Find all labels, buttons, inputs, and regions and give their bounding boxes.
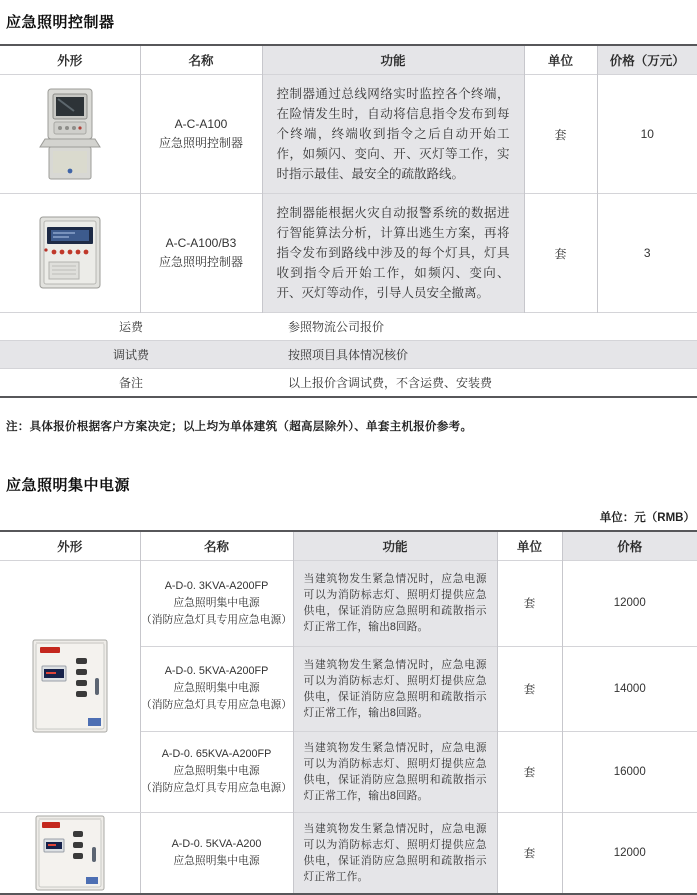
floor-controller-image [35, 87, 105, 181]
product-model: A-D-0. 5KVA-A200 [171, 837, 262, 850]
product-function-cell: 当建筑物发生紧急情况时，应急电源可以为消防标志灯、照明灯提供应急供电，保证消防应急照明和疏散指示灯正常工作，输出8回路。 [293, 731, 497, 812]
table-row [0, 75, 697, 194]
product-model: A-C-A100/B3 [165, 236, 237, 250]
product-price-cell: 16000 [562, 731, 697, 812]
table-header-row [0, 531, 697, 561]
product-image-cell [0, 194, 140, 313]
section2-title: 应急照明集中电源 [6, 476, 131, 494]
product-price-cell: 14000 [562, 646, 697, 731]
col-header-function: 功能 [293, 531, 497, 561]
product-function-cell: 当建筑物发生紧急情况时，应急电源可以为消防标志灯、照明灯提供应急供电，保证消防应急照明和疏散指示灯正常工作，输出8回路。 [293, 560, 497, 646]
product-name-cell [140, 560, 293, 646]
col-header-unit: 单位 [497, 531, 562, 561]
product-name-cell [140, 731, 293, 812]
product-price-cell: 12000 [562, 812, 697, 894]
product-type: 应急照明集中电源 [173, 765, 260, 777]
product-subtype: （消防应急灯具专用应急电源） [140, 613, 293, 626]
product-model: A-C-A100 [174, 117, 228, 131]
product-type: 应急照明控制器 [158, 255, 243, 269]
col-header-name: 名称 [140, 45, 262, 75]
debug-fee-row [0, 341, 697, 369]
remark-row [0, 369, 697, 397]
product-type: 应急照明集中电源 [173, 596, 260, 609]
controller-price-table [0, 44, 697, 398]
freight-label: 运费 [118, 320, 143, 334]
power-cabinet-small-image [31, 813, 109, 893]
product-type: 应急照明控制器 [158, 136, 243, 150]
wall-controller-image [37, 214, 103, 292]
product-image-cell [0, 75, 140, 194]
product-unit-cell: 套 [497, 560, 562, 646]
product-unit-cell: 套 [524, 75, 597, 194]
product-name-cell [140, 646, 293, 731]
col-header-appearance: 外形 [57, 54, 83, 68]
product-model: A-D-0. 5KVA-A200FP [164, 665, 269, 677]
col-header-function: 功能 [262, 45, 524, 75]
product-price-cell: 3 [597, 194, 697, 313]
product-name-cell [140, 812, 293, 894]
section1-title: 应急照明控制器 [6, 14, 115, 31]
col-header-price: 价格（万元） [597, 45, 697, 75]
product-function-cell: 控制器能根据火灾自动报警系统的数据进行智能算法分析，计算出逃生方案，再将指令发布到路线中涉及的每个灯具，灯具收到指令后开始工作，如频闪、变向、开、灭灯等动作，引导人员安全撤离。 [262, 194, 524, 313]
product-image-cell [0, 812, 140, 894]
col-header-price: 价格 [562, 531, 697, 561]
power-supply-price-table [0, 530, 697, 895]
product-type: 应急照明集中电源 [173, 854, 260, 867]
product-subtype: （消防应急灯具专用应急电源） [140, 699, 293, 711]
power-cabinet-image [28, 636, 112, 736]
product-image-cell [0, 560, 140, 812]
product-function-cell: 当建筑物发生紧急情况时，应急电源可以为消防标志灯、照明灯提供应急供电，保证消防应急照明和疏散指示灯正常工作，输出8回路。 [293, 646, 497, 731]
product-function-cell: 控制器通过总线网络实时监控各个终端，在险情发生时，自动将信息指令发布到每个终端，终端收到指令之后自动开始工作，如频闪、变向、开、灭灯等工作，实时指示最佳、最安全的疏散路线。 [262, 75, 524, 194]
col-header-name: 名称 [140, 531, 293, 561]
footnote: 注：具体报价根据客户方案决定；以上均为单体建筑（超高层除外）、单套主机报价参考。 [6, 420, 473, 433]
product-price-cell: 12000 [562, 560, 697, 646]
product-type: 应急照明集中电源 [173, 682, 260, 694]
table-header-row [0, 45, 697, 75]
product-price-cell: 10 [597, 75, 697, 194]
col-header-unit: 单位 [524, 45, 597, 75]
debug-fee-value: 按照项目具体情况核价 [288, 348, 409, 362]
product-name-cell [140, 75, 262, 194]
currency-unit-note: 单位：元（RMB） [599, 511, 695, 524]
debug-fee-label: 调试费 [112, 348, 149, 362]
product-unit-cell: 套 [497, 646, 562, 731]
remark-value: 以上报价含调试费，不含运费、安装费 [288, 375, 493, 390]
freight-value: 参照物流公司报价 [288, 320, 385, 334]
table-row [0, 560, 697, 646]
product-name-cell [140, 194, 262, 313]
col-header-appearance: 外形 [57, 539, 83, 554]
product-model: A-D-0. 65KVA-A200FP [161, 748, 272, 760]
product-unit-cell: 套 [524, 194, 597, 313]
product-subtype: （消防应急灯具专用应急电源） [140, 782, 293, 794]
product-model: A-D-0. 3KVA-A200FP [164, 579, 269, 592]
product-unit-cell: 套 [497, 731, 562, 812]
table-row [0, 194, 697, 313]
remark-label: 备注 [118, 375, 143, 390]
product-unit-cell: 套 [497, 812, 562, 894]
table-row [0, 812, 697, 894]
product-function-cell: 当建筑物发生紧急情况时，应急电源可以为消防标志灯、照明灯提供应急供电，保证消防应急照明和疏散指示灯正常工作。 [293, 812, 497, 894]
freight-row [0, 313, 697, 341]
